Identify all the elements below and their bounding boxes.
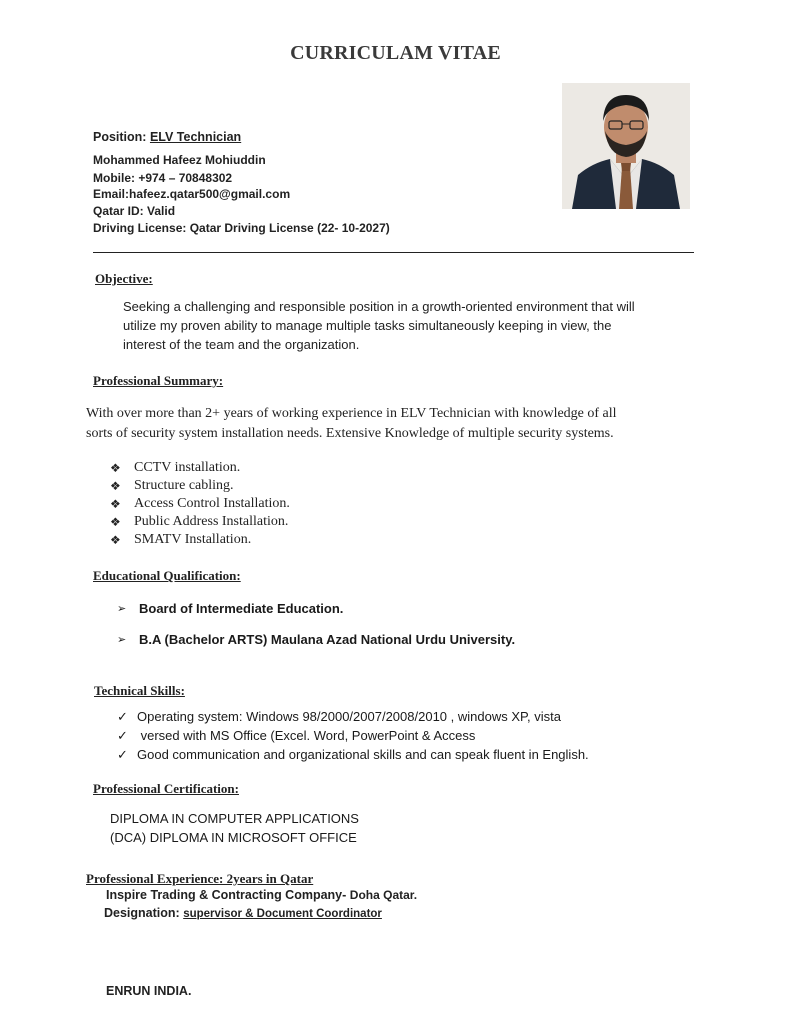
arrow-bullet-icon: ➢ [117,634,127,646]
qatar-id-line: Qatar ID: Valid [93,204,176,218]
diamond-bullet-icon: ❖ [110,496,121,511]
certification-item: (DCA) DIPLOMA IN MICROSOFT OFFICE [110,830,357,845]
check-icon: ✓ [117,727,128,743]
education-item: Board of Intermediate Education. [139,601,344,616]
arrow-bullet-icon: ➢ [117,603,127,615]
summary-text [86,404,786,444]
skill-text: Good communication and organizational skills and can speak fluent in English. [137,747,589,762]
list-item [110,495,290,513]
company-line [106,888,417,902]
check-icon: ✓ [117,746,128,762]
position-label: Position: [93,130,147,144]
objective-text [123,297,723,354]
position-value: ELV Technician [149,130,242,144]
certification-heading: Professional Certification: [93,781,239,796]
skill-text: Operating system: Windows 98/2000/2007/2008/2010 , windows XP, vista [137,709,561,724]
diamond-bullet-icon: ❖ [110,514,121,529]
summary-line: With over more than 2+ years of working experience in ELV Technician with knowledge of all [86,406,617,421]
skill-text: versed with MS Office (Excel. Word, PowerPoint & Access [137,728,476,743]
bullet-text: CCTV installation. [134,460,241,475]
experience-heading: Professional Experience: 2years in Qatar [86,871,314,886]
candidate-name: Mohammed Hafeez Mohiuddin [93,153,266,167]
education-heading: Educational Qualification: [93,568,241,583]
company-name: Inspire Trading & Contracting Company- [106,888,347,902]
objective-line: utilize my proven ability to manage multiple tasks simultaneously keeping in view, the [123,318,612,333]
next-company: ENRUN INDIA. [106,984,192,998]
list-item [117,632,515,647]
profile-photo [562,83,690,209]
list-item [110,477,290,495]
certification-list [110,809,359,847]
list-item [117,726,589,745]
diamond-bullet-icon: ❖ [110,478,121,493]
designation-line [104,906,382,920]
designation-value: supervisor & Document Coordinator [183,908,382,920]
summary-line: sorts of security system installation needs. Extensive Knowledge of multiple security systems. [86,426,614,441]
list-item [110,531,290,549]
designation-label: Designation: [104,906,180,920]
diamond-bullet-icon: ❖ [110,460,121,475]
list-item [117,745,589,764]
document-title: CURRICULAM VITAE [290,42,501,64]
bullet-text: SMATV Installation. [134,532,252,547]
list-item [110,513,290,531]
driving-license-line: Driving License: Qatar Driving License (22- 10-2027) [93,221,390,235]
bullet-text: Access Control Installation. [134,496,290,511]
list-item [117,707,589,726]
list-item [110,459,290,477]
bullet-text: Public Address Installation. [134,514,289,529]
email-line: Email:hafeez.qatar500@gmail.com [93,187,291,201]
diamond-bullet-icon: ❖ [110,532,121,547]
bullet-text: Structure cabling. [134,478,234,493]
education-item: B.A (Bachelor ARTS) Maulana Azad National Urdu University. [139,632,516,647]
objective-line: interest of the team and the organization. [123,337,360,352]
list-item [117,601,343,616]
mobile-line: Mobile: +974 – 70848302 [93,171,233,185]
skills-list [117,707,589,764]
summary-heading: Professional Summary: [93,373,224,388]
summary-bullet-list [110,459,290,549]
header-divider [93,252,694,253]
skills-heading: Technical Skills: [94,683,185,698]
objective-heading: Objective: [95,271,153,286]
position-line [93,130,241,144]
company-location: Doha Qatar. [349,888,418,902]
objective-line: Seeking a challenging and responsible position in a growth-oriented environment that will [123,299,635,314]
check-icon: ✓ [117,708,128,724]
certification-item: DIPLOMA IN COMPUTER APPLICATIONS [110,811,359,826]
